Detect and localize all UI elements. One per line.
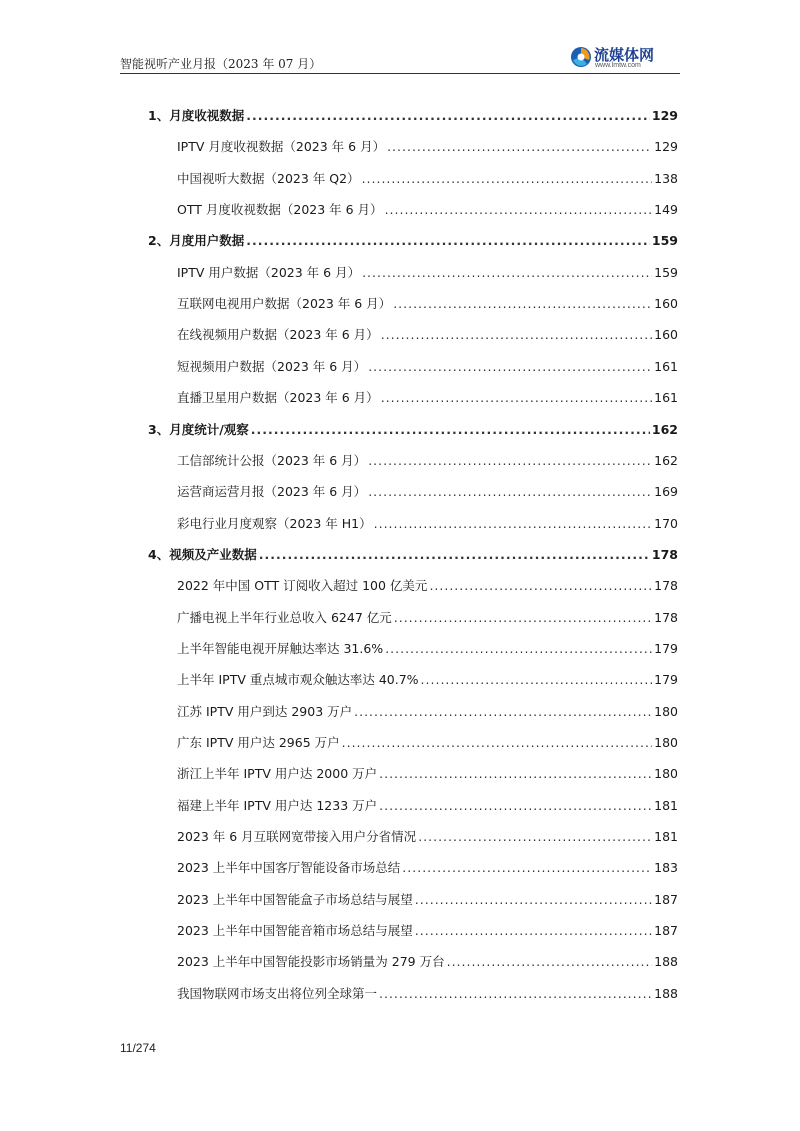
toc-entry[interactable] bbox=[177, 796, 678, 814]
toc-entry-page: 138 bbox=[654, 171, 678, 186]
toc-dot-leader bbox=[393, 296, 652, 311]
toc-dot-leader bbox=[402, 860, 652, 875]
toc-entry[interactable] bbox=[177, 137, 678, 155]
toc-entry-page: 159 bbox=[654, 265, 678, 280]
toc-entry[interactable] bbox=[177, 827, 678, 845]
toc-entry-title: 2023 上半年中国智能投影市场销量为 279 万台 bbox=[177, 954, 445, 969]
toc-entry-title: 短视频用户数据（2023 年 6 月） bbox=[177, 359, 367, 374]
toc-entry[interactable] bbox=[177, 388, 678, 406]
toc-entry-page: 187 bbox=[654, 923, 678, 938]
toc-entry-title: 上半年 IPTV 重点城市观众触达率达 40.7% bbox=[177, 672, 419, 687]
toc-entry-title: 4、视频及产业数据 bbox=[148, 547, 257, 562]
toc-dot-leader bbox=[415, 892, 652, 907]
toc-dot-leader bbox=[381, 390, 652, 405]
page-number: 11/274 bbox=[120, 1041, 156, 1055]
toc-entry[interactable] bbox=[177, 639, 678, 657]
toc-dot-leader bbox=[259, 547, 650, 562]
toc-entry-page: 178 bbox=[651, 547, 678, 562]
toc-dot-leader bbox=[251, 422, 650, 437]
toc-entry[interactable] bbox=[177, 858, 678, 876]
toc-dot-leader bbox=[342, 735, 653, 750]
toc-entry[interactable] bbox=[177, 357, 678, 375]
toc-entry[interactable] bbox=[177, 670, 678, 688]
toc-dot-leader bbox=[368, 359, 652, 374]
toc-entry-title: 广播电视上半年行业总收入 6247 亿元 bbox=[177, 610, 392, 625]
toc-entry[interactable] bbox=[177, 294, 678, 312]
toc-entry-page: 149 bbox=[654, 202, 678, 217]
toc-entry-title: 浙江上半年 IPTV 用户达 2000 万户 bbox=[177, 766, 378, 781]
toc-dot-leader bbox=[418, 829, 652, 844]
toc-entry-title: 在线视频用户数据（2023 年 6 月） bbox=[177, 327, 379, 342]
toc-section-entry[interactable] bbox=[148, 231, 678, 249]
toc-section-entry[interactable] bbox=[148, 545, 678, 563]
toc-entry-page: 179 bbox=[654, 641, 678, 656]
toc-dot-leader bbox=[246, 233, 650, 248]
header-title: 智能视听产业月报（2023 年 07 月） bbox=[120, 57, 322, 71]
toc-dot-leader bbox=[368, 453, 652, 468]
toc-entry-page: 161 bbox=[654, 359, 678, 374]
toc-dot-leader bbox=[374, 516, 653, 531]
toc-entry-page: 129 bbox=[654, 139, 678, 154]
toc-entry-title: 上半年智能电视开屏触达率达 31.6% bbox=[177, 641, 384, 656]
toc-entry-page: 162 bbox=[651, 422, 678, 437]
toc-dot-leader bbox=[385, 202, 653, 217]
toc-entry-title: 福建上半年 IPTV 用户达 1233 万户 bbox=[177, 798, 378, 813]
toc-section-entry[interactable] bbox=[148, 106, 678, 124]
toc-entry-title: 互联网电视用户数据（2023 年 6 月） bbox=[177, 296, 392, 311]
toc-entry-page: 160 bbox=[654, 327, 678, 342]
toc-entry-title: 运营商运营月报（2023 年 6 月） bbox=[177, 484, 367, 499]
toc-entry[interactable] bbox=[177, 169, 678, 187]
toc-entry-page: 180 bbox=[654, 704, 678, 719]
toc-entry-page: 178 bbox=[654, 610, 678, 625]
toc-dot-leader bbox=[385, 641, 652, 656]
toc-entry-page: 181 bbox=[654, 798, 678, 813]
toc-entry-title: IPTV 用户数据（2023 年 6 月） bbox=[177, 265, 361, 280]
toc-entry[interactable] bbox=[177, 263, 678, 281]
toc-entry-page: 178 bbox=[654, 578, 678, 593]
toc-entry-page: 160 bbox=[654, 296, 678, 311]
toc-entry-page: 179 bbox=[654, 672, 678, 687]
toc-entry-title: 彩电行业月度观察（2023 年 H1） bbox=[177, 516, 372, 531]
toc-entry-page: 180 bbox=[654, 735, 678, 750]
toc-entry-title: 2023 上半年中国智能音箱市场总结与展望 bbox=[177, 923, 413, 938]
toc-dot-leader bbox=[447, 954, 653, 969]
toc-entry-title: 中国视听大数据（2023 年 Q2） bbox=[177, 171, 360, 186]
toc-entry-title: 2023 年 6 月互联网宽带接入用户分省情况 bbox=[177, 829, 417, 844]
toc-dot-leader bbox=[368, 484, 652, 499]
toc-dot-leader bbox=[379, 986, 652, 1001]
toc-entry-page: 129 bbox=[651, 108, 678, 123]
toc-dot-leader bbox=[394, 610, 652, 625]
toc-entry-page: 187 bbox=[654, 892, 678, 907]
toc-dot-leader bbox=[354, 704, 652, 719]
toc-entry[interactable] bbox=[177, 451, 678, 469]
toc-entry-page: 183 bbox=[654, 860, 678, 875]
toc-entry-page: 161 bbox=[654, 390, 678, 405]
toc-dot-leader bbox=[362, 265, 652, 280]
toc-dot-leader bbox=[429, 578, 652, 593]
logo-url: www.lmtw.com bbox=[595, 62, 641, 69]
toc-entry[interactable] bbox=[177, 325, 678, 343]
toc-entry[interactable] bbox=[177, 702, 678, 720]
toc-entry-page: 188 bbox=[654, 986, 678, 1001]
toc-entry[interactable] bbox=[177, 984, 678, 1002]
toc-entry-page: 169 bbox=[654, 484, 678, 499]
toc-entry-title: 3、月度统计/观察 bbox=[148, 422, 249, 437]
toc-entry-page: 170 bbox=[654, 516, 678, 531]
toc-entry-page: 188 bbox=[654, 954, 678, 969]
toc-entry[interactable] bbox=[177, 764, 678, 782]
toc-entry-title: 2022 年中国 OTT 订阅收入超过 100 亿美元 bbox=[177, 578, 428, 593]
toc-dot-leader bbox=[246, 108, 650, 123]
toc-entry-page: 180 bbox=[654, 766, 678, 781]
toc-entry-title: 直播卫星用户数据（2023 年 6 月） bbox=[177, 390, 379, 405]
toc-entry-title: 我国物联网市场支出将位列全球第一 bbox=[177, 986, 378, 1001]
toc-entry-title: OTT 月度收视数据（2023 年 6 月） bbox=[177, 202, 383, 217]
toc-entry-title: 广东 IPTV 用户达 2965 万户 bbox=[177, 735, 340, 750]
toc-entry-title: 工信部统计公报（2023 年 6 月） bbox=[177, 453, 367, 468]
toc-dot-leader bbox=[381, 327, 652, 342]
toc-entry[interactable] bbox=[177, 952, 678, 970]
toc-entry[interactable] bbox=[177, 890, 678, 908]
toc-entry-title: 江苏 IPTV 用户到达 2903 万户 bbox=[177, 704, 353, 719]
toc-dot-leader bbox=[379, 798, 652, 813]
toc-entry[interactable] bbox=[177, 482, 678, 500]
toc-entry-title: IPTV 月度收视数据（2023 年 6 月） bbox=[177, 139, 386, 154]
toc-entry[interactable] bbox=[177, 921, 678, 939]
toc-entry-page: 181 bbox=[654, 829, 678, 844]
toc-entry[interactable] bbox=[177, 200, 678, 218]
toc-entry-title: 2、月度用户数据 bbox=[148, 233, 245, 248]
logo-text: 流媒体网 bbox=[594, 46, 655, 64]
toc-entry[interactable] bbox=[177, 576, 678, 594]
toc-entry-page: 159 bbox=[651, 233, 678, 248]
toc-entry[interactable] bbox=[177, 733, 678, 751]
toc-entry[interactable] bbox=[177, 514, 678, 532]
toc-dot-leader bbox=[362, 171, 653, 186]
toc-entry-page: 162 bbox=[654, 453, 678, 468]
toc-entry-title: 2023 上半年中国智能盒子市场总结与展望 bbox=[177, 892, 413, 907]
toc-entry-title: 1、月度收视数据 bbox=[148, 108, 245, 123]
toc-dot-leader bbox=[415, 923, 652, 938]
toc-dot-leader bbox=[387, 139, 652, 154]
toc-dot-leader bbox=[421, 672, 653, 687]
toc-entry[interactable] bbox=[177, 608, 678, 626]
toc-entry-title: 2023 上半年中国客厅智能设备市场总结 bbox=[177, 860, 401, 875]
toc-section-entry[interactable] bbox=[148, 420, 678, 438]
toc-dot-leader bbox=[379, 766, 652, 781]
